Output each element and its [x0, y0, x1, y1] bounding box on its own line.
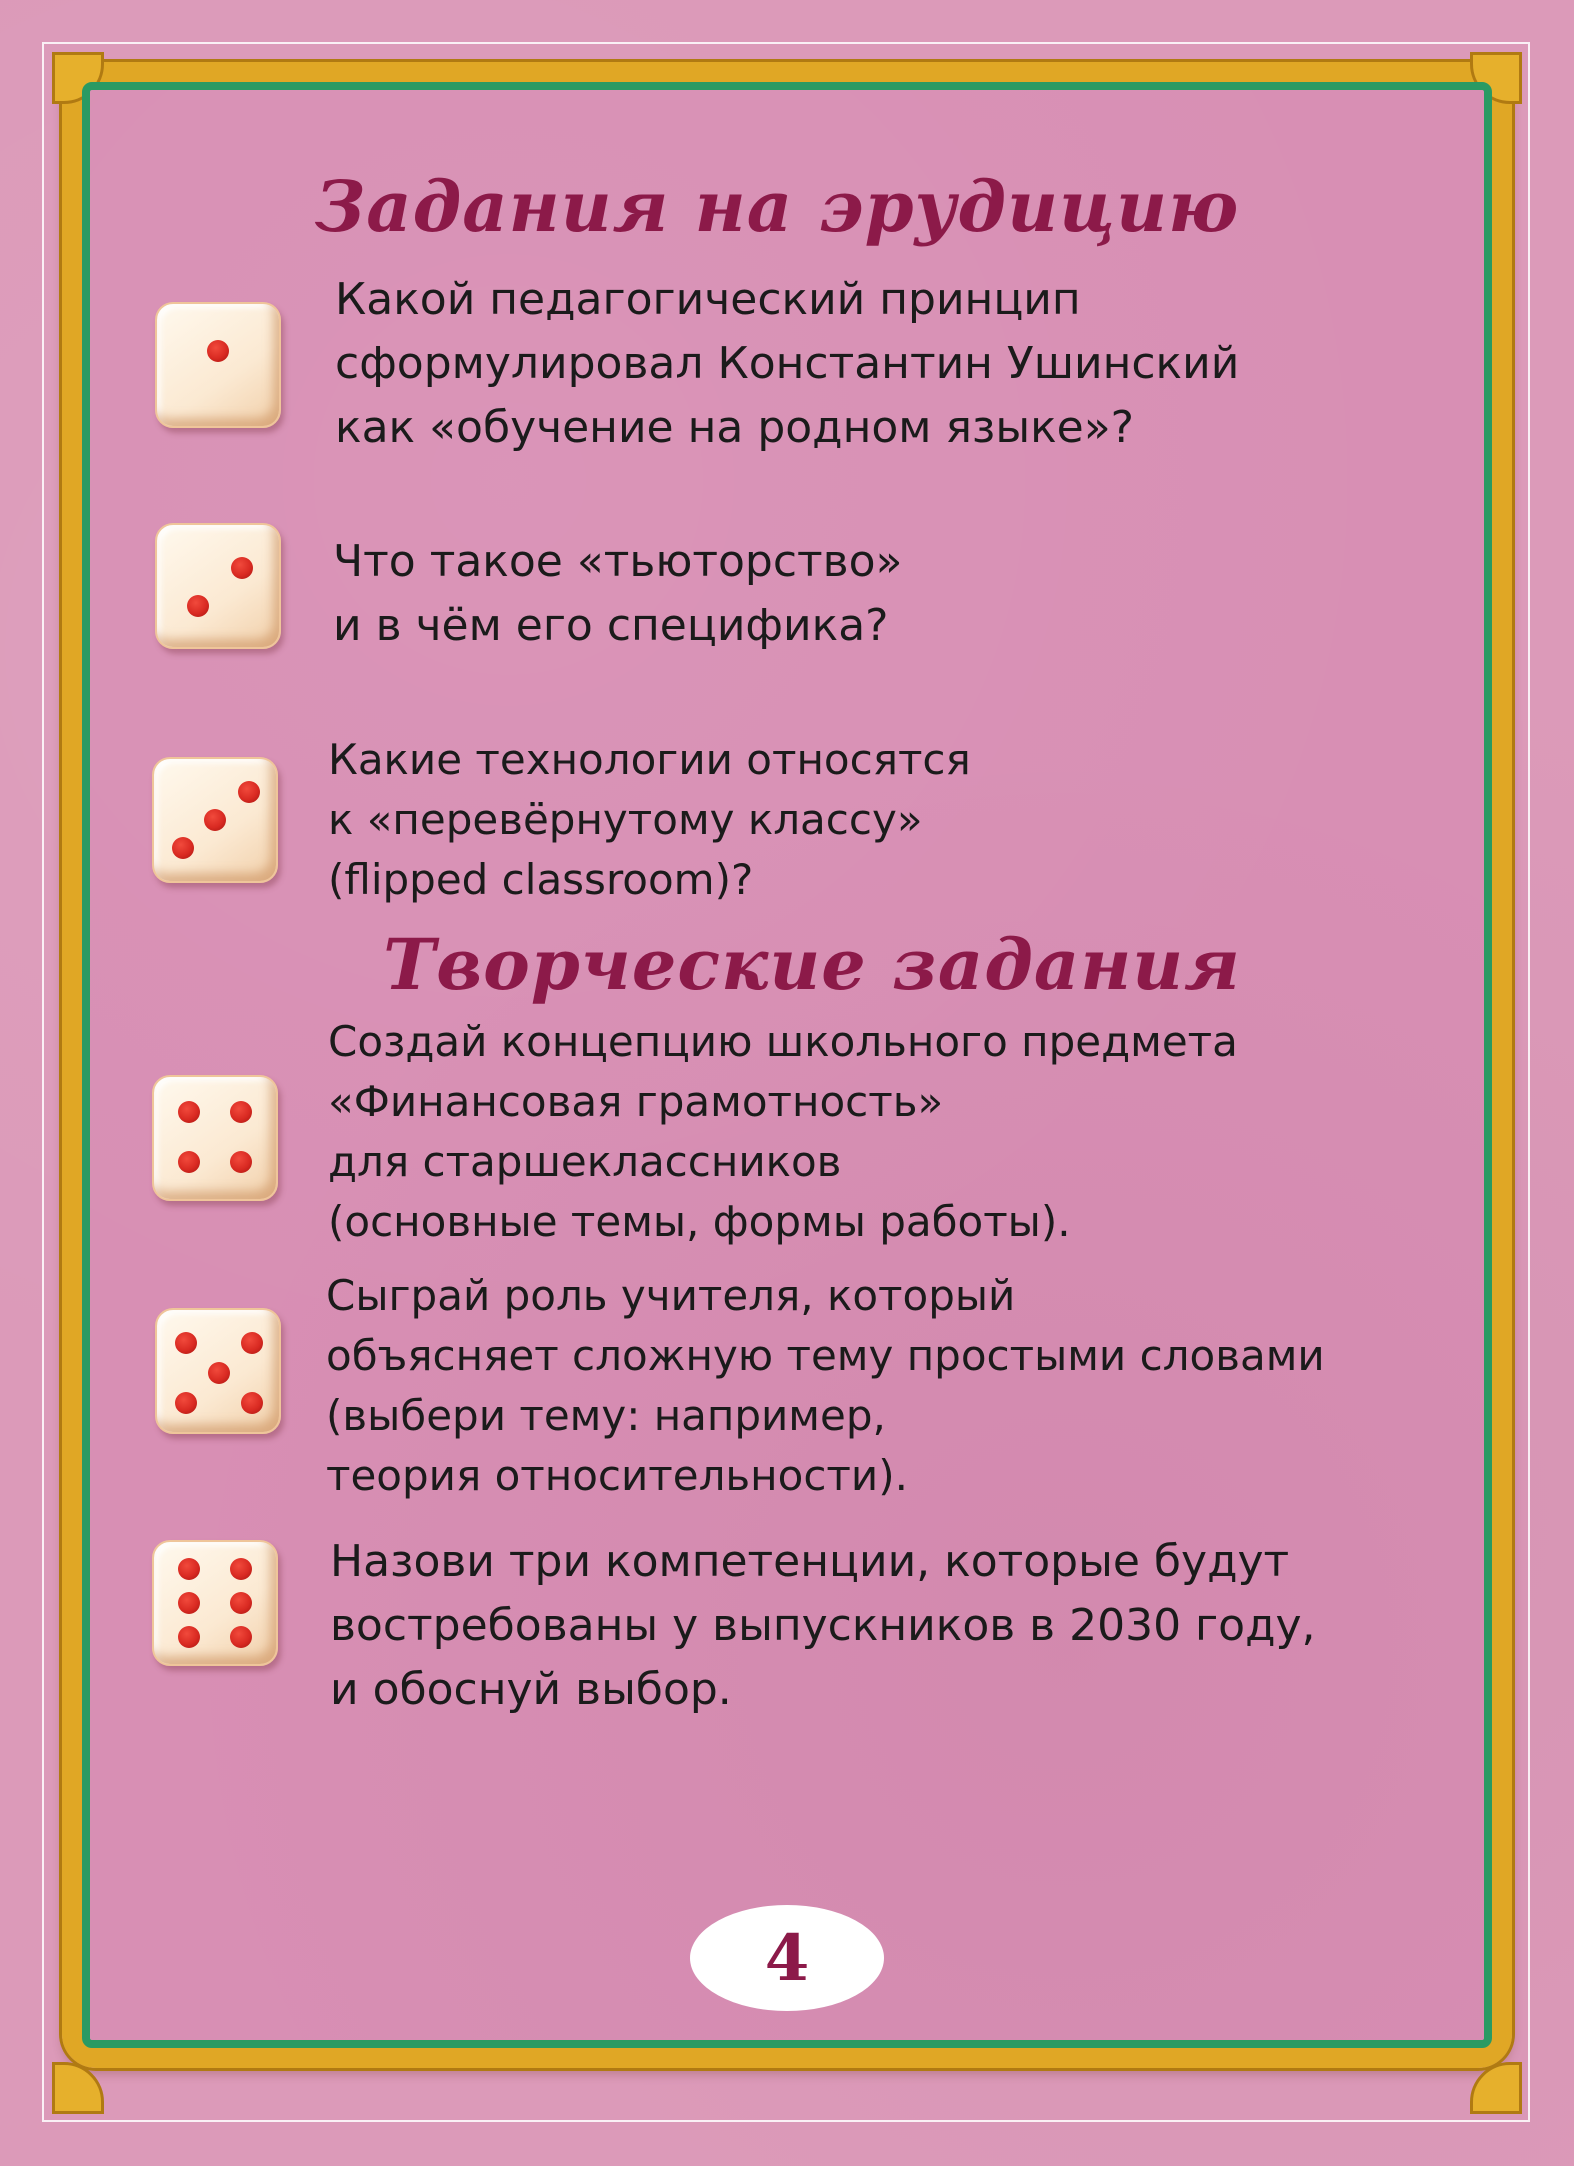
task-line: теория относительности). [326, 1451, 908, 1500]
task-item-5 [326, 1266, 1325, 1506]
page-number-badge: 4 [690, 1905, 884, 2011]
die-pip [175, 1332, 197, 1354]
task-item-1 [335, 268, 1239, 460]
die-pip [241, 1392, 263, 1414]
die-five-icon [155, 1308, 281, 1434]
task-line: Какой педагогический принцип [335, 274, 1081, 325]
task-line: Сыграй роль учителя, который [326, 1271, 1016, 1320]
task-line: востребованы у выпускников в 2030 году, [330, 1600, 1316, 1651]
die-pip [178, 1558, 200, 1580]
die-pip [230, 1592, 252, 1614]
die-pip [178, 1101, 200, 1123]
die-pip [175, 1392, 197, 1414]
die-pip [231, 557, 253, 579]
task-line: (flipped classroom)? [328, 855, 754, 904]
die-pip [230, 1626, 252, 1648]
task-line: Создай концепцию школьного предмета [328, 1017, 1238, 1066]
task-line: как «обучение на родном языке»? [335, 402, 1134, 453]
task-item-2 [333, 530, 902, 658]
die-pip [178, 1151, 200, 1173]
die-one-icon [155, 302, 281, 428]
task-line: объясняет сложную тему простыми словами [326, 1331, 1325, 1380]
die-pip [230, 1151, 252, 1173]
die-two-icon [155, 523, 281, 649]
die-pip [241, 1332, 263, 1354]
task-line: и обоснуй выбор. [330, 1664, 732, 1715]
die-pip [178, 1592, 200, 1614]
die-pip [230, 1101, 252, 1123]
task-line: Какие технологии относятся [328, 735, 971, 784]
task-line: (основные темы, формы работы). [328, 1197, 1071, 1246]
die-pip [207, 340, 229, 362]
task-item-6 [330, 1530, 1316, 1722]
task-line: и в чём его специфика? [333, 600, 889, 651]
task-item-3 [328, 730, 971, 910]
task-item-4 [328, 1012, 1238, 1252]
task-line: (выбери тему: например, [326, 1391, 886, 1440]
task-line: к «перевёрнутому классу» [328, 795, 923, 844]
die-four-icon [152, 1075, 278, 1201]
die-six-icon [152, 1540, 278, 1666]
task-line: «Финансовая грамотность» [328, 1077, 944, 1126]
task-line: сформулировал Константин Ушинский [335, 338, 1240, 389]
task-line: Что такое «тьюторство» [333, 536, 903, 587]
section-title-creative: Творческие задания [383, 923, 1241, 1006]
task-line: для старшеклассников [328, 1137, 842, 1186]
die-pip [178, 1626, 200, 1648]
die-pip [238, 781, 260, 803]
die-pip [204, 809, 226, 831]
task-line: Назови три компетенции, которые будут [330, 1536, 1290, 1587]
die-pip [208, 1362, 230, 1384]
die-pip [187, 595, 209, 617]
section-title-erudition: Задания на эрудицию [314, 165, 1240, 248]
die-pip [230, 1558, 252, 1580]
die-pip [172, 837, 194, 859]
die-three-icon [152, 757, 278, 883]
